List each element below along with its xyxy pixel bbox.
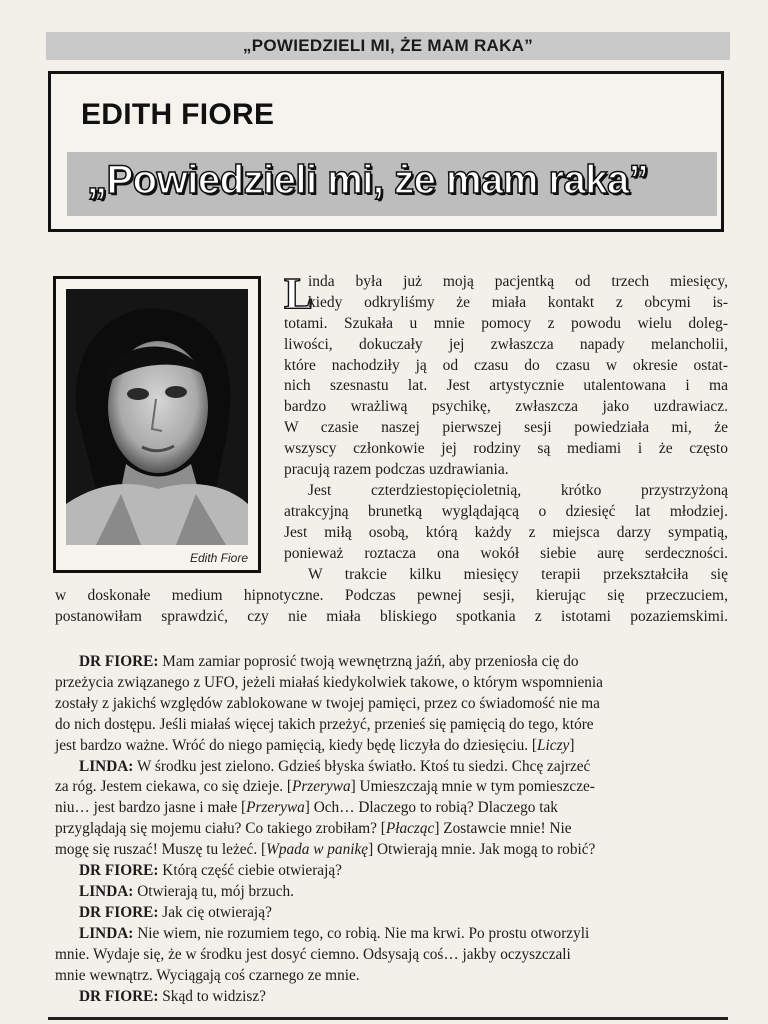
text-line: Jest miłą osobą, którą każdy z miejsca darzy sympatią,: [284, 523, 728, 541]
title-box: [48, 71, 724, 232]
dialogue-line: [55, 736, 725, 757]
dialogue-line: do nich dostępu. Jeśli miałaś więcej takich przeżyć, przenieś się pamięcią do tego, które: [55, 715, 594, 733]
dialogue-text: za róg. Jestem ciekawa, co się dzieje. [: [55, 778, 292, 796]
dialogue-line: [55, 798, 725, 819]
stage-direction: Przerywa: [292, 778, 351, 796]
title-banner: [67, 152, 717, 216]
text-line: inda była już moją pacjentką od trzech miesięcy,: [308, 273, 728, 290]
intro-paragraph-2-cont: [284, 502, 728, 564]
dialogue-line: przeżycia związanego z UFO, jeżeli miałaś kiedykolwiek takowe, o którym wspomnienia: [55, 673, 603, 691]
dialogue-line: zostały z jakichś względów zablokowane w twojej pamięci, przez co świadomość nie ma: [55, 694, 600, 712]
dialogue-line: [55, 924, 725, 945]
dialogue-text: przyglądają się mojemu ciału? Co takiego zrobiłam? [: [55, 820, 386, 838]
dialogue-text: Skąd to widzisz?: [158, 987, 266, 1005]
intro-paragraph-3: [308, 565, 728, 586]
dialogue-line: [55, 987, 725, 1008]
text-line: które nachodziły ją od czasu do czasu w okresie ostat-: [284, 356, 728, 374]
photo-caption: Edith Fiore: [189, 551, 248, 565]
author-name: EDITH FIORE: [81, 98, 275, 131]
speaker-label: LINDA:: [79, 882, 134, 900]
intro-text-block-1: [308, 272, 728, 314]
dialogue-text: mogę się ruszać! Muszę tu leżeć. [: [55, 841, 267, 859]
dialogue-text: Jak cię otwierają?: [158, 903, 272, 921]
speaker-label: DR FIORE:: [79, 903, 159, 921]
dialogue-text: Otwierają tu, mój brzuch.: [133, 882, 294, 900]
stage-direction: Płacząc: [385, 820, 435, 838]
dialogue-line: [55, 903, 725, 924]
text-line: wszyscy członkowie jej rodziny są mediami i że często: [284, 439, 728, 457]
dialogue-text: W środku jest zielono. Gdzieś błyska światło. Ktoś tu siedzi. Chcę zajrzeć: [133, 757, 591, 775]
dialogue-line: [55, 652, 725, 673]
speaker-label: DR FIORE:: [79, 653, 159, 670]
dialogue-line: [55, 861, 725, 882]
full-width-paragraph: [55, 586, 728, 628]
text-line: W trakcie kilku miesięcy terapii przekształciła się: [308, 566, 728, 583]
dialogue-line: mnie wewnątrz. Wyciągają coś czarnego ze mnie.: [55, 966, 360, 984]
text-line: totami. Szukała u mnie pomocy z powodu wielu doleg-: [284, 315, 728, 332]
stage-direction: Wpada w panikę: [266, 841, 369, 859]
dialogue-text: niu… jest bardzo jasne i małe [: [55, 799, 247, 817]
stage-direction: Przerywa: [246, 799, 305, 817]
chapter-title: „Powiedzieli mi, że mam raka”: [87, 158, 649, 202]
dialogue-line: [55, 882, 725, 903]
speaker-label: LINDA:: [79, 924, 134, 942]
dialogue-transcript: [55, 652, 725, 1007]
text-line: w doskonałe medium hipnotyczne. Podczas pewnej sesji, kierując się przeczuciem,: [55, 587, 728, 604]
dialogue-text: Nie wiem, nie rozumiem tego, co robią. Nie ma krwi. Po prostu otworzyli: [133, 924, 590, 942]
text-line: Jest czterdziestopięcioletnią, krótko przystrzyżoną: [308, 482, 728, 499]
drop-cap: L: [284, 269, 314, 318]
intro-text-block-2: [284, 314, 728, 480]
text-line: nich szesnastu lat. Jest artystycznie utalentowana i ma: [284, 377, 728, 395]
text-line: pracują razem podczas uzdrawiania.: [284, 460, 509, 478]
dialogue-line: mnie. Wydaje się, że w środku jest dosyć ciemno. Odsysają coś… jakby oczyszczali: [55, 945, 571, 963]
dialogue-text: jest bardzo ważne. Wróć do niego pamięcią, kiedy będę liczyła do dziesięciu. [: [55, 736, 538, 754]
text-line: liwości, dokuczały jej zwłaszcza napady melancholii,: [284, 335, 728, 353]
speaker-label: DR FIORE:: [79, 862, 159, 880]
dialogue-text: Którą część ciebie otwierają?: [158, 862, 342, 880]
text-line: postanowiłam sprawdzić, czy nie miała bliskiego spotkania z istotami pozaziemskimi.: [55, 607, 728, 625]
stage-direction: Liczy: [537, 736, 570, 754]
text-line: kiedy odkryliśmy że miała kontakt z obcymi is-: [308, 293, 728, 311]
portrait-image: [66, 289, 248, 545]
text-line: W czasie naszej pierwszej sesji powiedziała mi, że: [284, 418, 728, 436]
dialogue-line: [55, 840, 725, 861]
text-line: atrakcyjną brunetką wyglądającą o dziesięć lat młodziej.: [284, 503, 728, 520]
text-line: bardzo wrażliwą psychikę, zwłaszcza jako uzdrawiacz.: [284, 398, 728, 416]
intro-paragraph-2: [308, 481, 728, 502]
dialogue-text: ] Zostawcie mnie! Nie: [434, 820, 572, 838]
bottom-divider: [48, 1017, 728, 1020]
dialogue-text: ] Och… Dlaczego to robią? Dlaczego tak: [304, 799, 558, 817]
bracket-close: ]: [569, 736, 575, 754]
dialogue-line: [55, 777, 725, 798]
author-photo-frame: [53, 276, 261, 573]
author-photo: [66, 289, 248, 545]
running-header: „POWIEDZIELI MI, ŻE MAM RAKA”: [46, 32, 730, 60]
dialogue-line: [55, 819, 725, 840]
text-line: ponieważ roztacza ona wokół siebie aurę serdeczności.: [284, 544, 728, 562]
speaker-label: LINDA:: [79, 757, 134, 775]
dialogue-text: Mam zamiar poprosić twoją wewnętrzną jaźń, aby przeniosła cię do: [158, 653, 579, 670]
dialogue-line: [55, 757, 725, 778]
speaker-label: DR FIORE:: [79, 987, 159, 1005]
dialogue-text: ] Umieszczają mnie w tym pomieszcze-: [350, 778, 595, 796]
dialogue-text: ] Otwierają mnie. Jak mogą to robić?: [368, 841, 596, 859]
